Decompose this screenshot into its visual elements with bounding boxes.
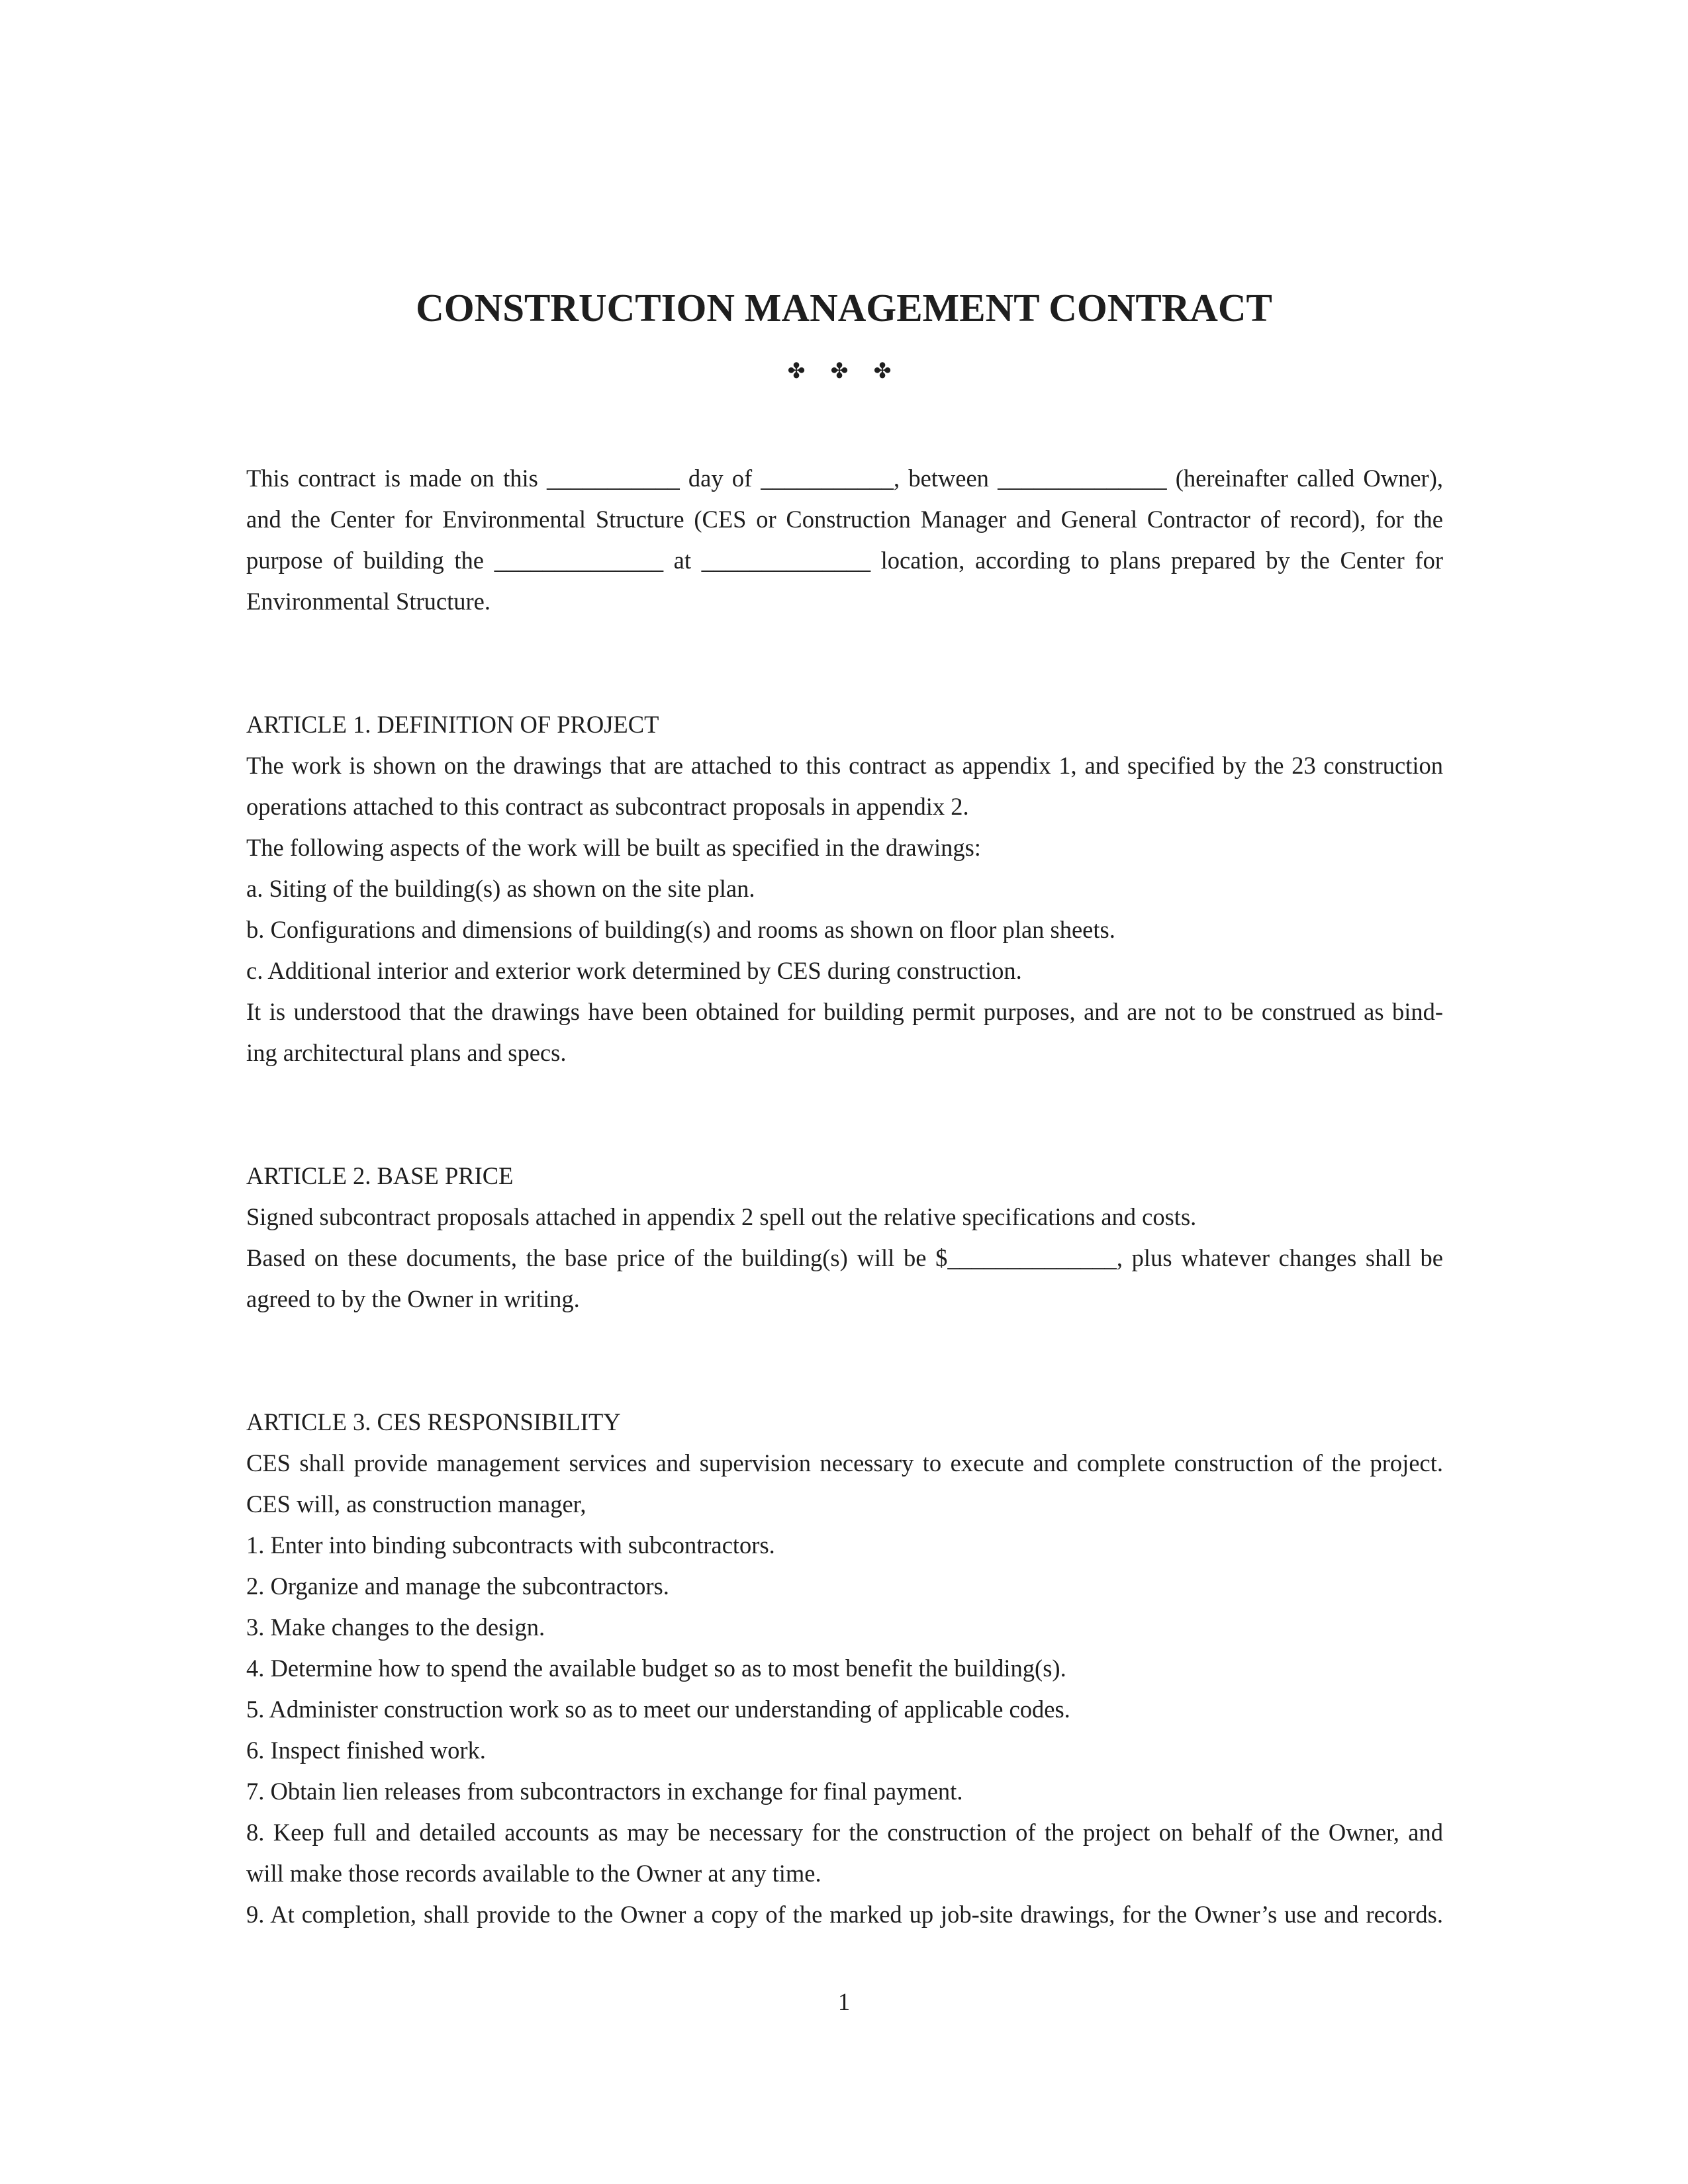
section-gap [246,1320,1443,1402]
article-3-line: CES will, as construction manager, [246,1490,586,1518]
article-1-line: c. Additional interior and exterior work determined by CES during construction. [246,957,1022,984]
article-1-heading: ARTICLE 1. DEFINITION OF PROJECT [246,711,659,738]
intro-paragraph [246,458,1443,622]
article-3-list-item: will make those records available to the Owner at any time. [246,1860,821,1887]
article-1-line: The following aspects of the work will be built as specified in the drawings: [246,834,981,861]
article-3-heading: ARTICLE 3. CES RESPONSIBILITY [246,1408,621,1435]
section-gap [246,622,1443,704]
article-2-line: agreed to by the Owner in writing. [246,1285,580,1312]
intro-line: purpose of building the ______________ at ______________ location, according to plans prepared by the Center for [246,547,1443,574]
article-1-line: It is understood that the drawings have been obtained for building permit purposes, and are not to be construed as bind- [246,998,1443,1025]
ornament-divider: ✤ ✤ ✤ [787,358,901,383]
article-3-list-item: 9. At completion, shall provide to the Owner a copy of the marked up job-site drawings, for the Owner’s use and records. [246,1901,1443,1928]
section-gap [246,1073,1443,1156]
article-1-line: operations attached to this contract as subcontract proposals in appendix 2. [246,793,969,820]
article-3-section [246,1402,1443,1935]
intro-line: This contract is made on this ___________ day of ___________, between ______________ (hereinafter called Owner), [246,465,1443,492]
article-3-list-item: 1. Enter into binding subcontracts with subcontractors. [246,1531,775,1559]
article-3-list-item: 3. Make changes to the design. [246,1614,545,1641]
article-3-line: CES shall provide management services and supervision necessary to execute and complete construction of the project. [246,1449,1443,1477]
article-3-list-item: 4. Determine how to spend the available budget so as to most benefit the building(s). [246,1655,1066,1682]
article-2-heading: ARTICLE 2. BASE PRICE [246,1162,514,1189]
article-3-list-item: 8. Keep full and detailed accounts as may be necessary for the construction of the project on behalf of the Owner, and [246,1819,1443,1846]
article-2-section [246,1156,1443,1320]
article-3-list-item: 6. Inspect finished work. [246,1737,486,1764]
article-3-list-item: 5. Administer construction work so as to meet our understanding of applicable codes. [246,1696,1070,1723]
article-1-line: a. Siting of the building(s) as shown on the site plan. [246,875,755,902]
page-number: 1 [837,1988,851,2015]
article-2-line: Based on these documents, the base price of the building(s) will be $______________, plus whatever changes shall be [246,1244,1443,1271]
article-1-line: b. Configurations and dimensions of building(s) and rooms as shown on floor plan sheets. [246,916,1115,943]
article-2-line: Signed subcontract proposals attached in appendix 2 spell out the relative specifications and costs. [246,1203,1197,1230]
article-1-line: ing architectural plans and specs. [246,1039,567,1066]
article-1-line: The work is shown on the drawings that are attached to this contract as appendix 1, and specified by the 23 construction [246,752,1443,779]
document-title: CONSTRUCTION MANAGEMENT CONTRACT [416,286,1272,330]
intro-line: and the Center for Environmental Structure (CES or Construction Manager and General Contractor of record), for the [246,506,1443,533]
article-3-list-item: 2. Organize and manage the subcontractors. [246,1572,669,1600]
intro-line: Environmental Structure. [246,588,491,615]
article-3-list-item: 7. Obtain lien releases from subcontractors in exchange for final payment. [246,1778,963,1805]
contract-body [246,458,1443,1935]
article-1-section [246,704,1443,1073]
